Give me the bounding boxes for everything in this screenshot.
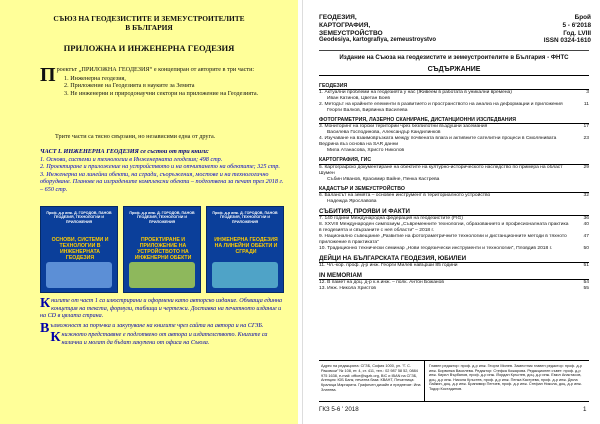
book-cover-image: [212, 262, 278, 288]
issue-value: Брой: [574, 14, 591, 21]
toc-entry-title: 8. XXVIII Международен симпозиум „Съвременните технологии, образованието и професионалната практика в геодезията и свързаните с нея области“ – 2018 г.: [319, 221, 569, 233]
toc-entry-page: 32: [583, 192, 589, 198]
toc-entry-title: 3. Мониторинг на горски територии чрез безпилотни въздушни засемания: [319, 124, 488, 130]
toc-entry-page: 50: [583, 245, 589, 251]
book-cover-top: Проф. д-р инж. Д. ГОРОДОВ, ПАНОВ ГЕОДЕЗИЯ, ТЕХНОЛОГИИ И ПРИЛОЖЕНИЯ: [212, 211, 278, 224]
issue-row: [501, 22, 591, 30]
toc-entry-page: 54: [583, 279, 589, 285]
journal-title-latin: Geodesiya, kartografiya, zemeustroystvo: [319, 37, 437, 44]
toc-entry-page: 47: [583, 233, 589, 239]
toc-entry-authors: Иван Катинов, Цветан Боев: [327, 96, 390, 102]
intro-dropcap: П: [40, 64, 56, 86]
contents-title: СЪДЪРЖАНИЕ: [319, 66, 589, 76]
book-cover-title: ПРОЕКТИРАНЕ И ПРИЛОЖЕНИЕ НА УСТРОЙСТВОТО НА ИНЖЕНЕРНИ ОБЕКТИ: [134, 237, 192, 261]
book-covers: [40, 206, 284, 293]
issue-row: [501, 14, 591, 22]
part-item: 3. Не инженерни и природонаучни сектори на приложение на Геодезията.: [64, 89, 259, 97]
imprint-editorial: Главен редактор: проф. д-р инж. Георги Милев. Заместник главен редактор: проф. д-р инж. Бирвинка Василева. Редактор: Стефка Кожарова. Редакционен съвет: проф. д-р инж. Кирил Върбанов, проф. д-р инж. Йордан Кръстев, доц. д-р инж. Емил Анастасов, доц. д-р инж. Никола Кръстев, проф. д-р инж. Пенка Кастрева, проф. д-р инж. Дюла Лайкин, доц. д-р инж. Бранимир Пенчев, проф. д-р инж. Стефан Никола, доц. д-р инж. Тодор Костадинов.: [429, 364, 582, 391]
book-cover-title: ИНЖЕНЕРНА ГЕОДЕЗИЯ НА ЛИНЕЙНИ ОБЕКТИ И СГРАДИ: [214, 237, 278, 255]
society-header: [14, 14, 284, 32]
toc-section-heading: КАДАСТЪР И ЗЕМЕУСТРОЙСТВО: [319, 186, 589, 193]
dropcap: К: [40, 296, 51, 311]
intro-text: роектът „ПРИЛОЖНА ГЕОДЕЗИЯ“ е концепиран от авторите в три части:: [56, 66, 255, 73]
society-line-1: СЪЮЗ НА ГЕОДЕЗИСТИТЕ И ЗЕМЕУСТРОИТЕЛИТЕ: [53, 14, 245, 23]
toc-entry-page: 40: [583, 221, 589, 227]
imprint: [319, 360, 589, 402]
journal-title-line: ГЕОДЕЗИЯ,: [319, 14, 357, 21]
part-item: 2. Приложение на Геодезията в науките за Земята: [64, 82, 195, 90]
book-list-item: 3. Инженерна на линейни обекти, на сгради, съоръжения, мостове и на технологично оборудване. Планове на изградените комплексни обекти – подготвена за печат през 2018 г. – 650 стр.: [40, 170, 284, 193]
journal-title-line: КАРТОГРАФИЯ,: [319, 21, 371, 29]
toc-entry-authors: Мила Атанасова, Христо Николов: [327, 148, 405, 154]
toc-entry-title: 10. Традиционно технически семинар „Нови геодезически инструменти и технологии“, Пловдив 2018 г.: [319, 245, 553, 251]
journal-title: [319, 14, 436, 45]
toc-entry[interactable]: [319, 246, 589, 252]
toc-entry-page: 17: [583, 124, 589, 130]
issue-value: ISSN 0324-1610: [543, 37, 591, 45]
book-list-item: 1. Основи, системи и технологии в Инженерната геодезия; 498 стр.: [40, 155, 223, 163]
toc-section-heading: ФОТОГРАМЕТРИЯ, ЛАЗЕРНО СКАНИРАНЕ, ДИСТАНЦИОННИ ИЗСЛЕДВАНИЯ: [319, 117, 589, 124]
cover-page: [0, 0, 298, 424]
part-item: 1. Инженерна геодезия,: [64, 74, 126, 82]
toc-entry[interactable]: [319, 222, 589, 234]
book-cover-top: Проф. д-р инж. Д. ГОРОДОВ, ПАНОВ ГЕОДЕЗИЯ, ТЕХНОЛОГИИ И ПРИЛОЖЕНИЯ: [46, 211, 112, 224]
toc-entry-title: 11. Чл.-кор. проф. д-р инж. Георги Милев навърши 85 години: [319, 262, 458, 268]
toc-entry[interactable]: [319, 234, 589, 246]
paragraph-text: нигите от част 1 са илюстрирани и оформени като авторско издание. Обхваща единна концепция на текста, формули, таблици и чертежи. Доставка на печатното издание и на CD в цялата страна.: [40, 298, 283, 319]
toc-entry-title: 2. Методът на крайните елементи в развитието и пространството на анализ на деформации и приложения: [319, 102, 563, 108]
toc-entry-title: 1. Актуални проблеми на геодезията у нас (Живеем в работата в уникални времена): [319, 90, 512, 96]
cover-footer-text: [40, 298, 285, 349]
book-cover-3: [206, 206, 284, 293]
cover-foot-paragraph: [40, 298, 285, 321]
intro-block: [40, 66, 278, 97]
toc-entry[interactable]: [319, 102, 589, 114]
paragraph-text: ъзможност за поръчка и закупуване на книгите чрез сайта на автора и на СГЗБ.: [50, 322, 264, 329]
publisher-line: Издание на Съюза на геодезистите и земеустроителите в България - ФНТС: [339, 54, 569, 61]
cover-foot-paragraph: [40, 320, 285, 336]
parts-list: [64, 75, 278, 98]
book-cover-2: [123, 206, 201, 293]
toc-entry-page: 55: [583, 285, 589, 291]
toc-entry[interactable]: [319, 124, 589, 136]
toc-entry-title: 4. Изучаване на взаимовръзката между почвената влага и активните сателитни процеси в Смолянивата Ведрина въз основа на SAR данни: [319, 136, 557, 148]
toc-entry-title: 6. Балансът на земята – основен инструмент в териториалното устройство: [319, 192, 491, 198]
toc-section-heading: КАРТОГРАФИЯ, ГИС: [319, 157, 589, 164]
book-cover-image: [46, 262, 112, 288]
book-cover-1: [40, 206, 118, 293]
toc-entry-authors: Василева Господинова, Александър Кандилинков: [327, 130, 441, 136]
toc-entry-authors: Събин Иванов, Красимир Вайне, Пенка Кастрева: [327, 176, 440, 182]
issue-value: Год. LVIII: [563, 29, 591, 37]
toc-entry[interactable]: [319, 286, 589, 292]
book-cover-title: ОСНОВИ, СИСТЕМИ И ТЕХНОЛОГИИ В ИНЖЕНЕРНАТА ГЕОДЕЗИЯ: [51, 237, 109, 261]
issue-row: [501, 37, 591, 45]
issue-value: 5 - 6'2018: [562, 21, 591, 29]
page-number: 1: [583, 406, 587, 413]
toc-entry[interactable]: [319, 263, 589, 269]
toc-entry-page: 23: [583, 136, 589, 142]
toc-entry-title: 12. В памет на доц. д-р к.н.инж. – полк. Антон Божанов: [319, 279, 444, 285]
journal-title-line: ЗЕМЕУСТРОЙСТВО: [319, 29, 383, 37]
book-cover-image: [129, 262, 195, 288]
toc-section-heading: IN MEMORIAM: [319, 272, 589, 280]
toc-entry-authors: Георги Валков, Бирвинка Василева: [327, 108, 408, 114]
society-line-2: В БЪЛГАРИЯ: [125, 23, 173, 32]
dropcap: В: [40, 320, 50, 336]
table-of-contents: [319, 80, 589, 292]
toc-section-heading: ГЕОДЕЗИЯ: [319, 83, 589, 90]
toc-entry[interactable]: [319, 136, 589, 154]
toc-section-heading: ДЕЙЦИ НА БЪЛГАРСКАТА ГЕОДЕЗИЯ, ЮБИЛЕИ: [319, 255, 589, 263]
toc-entry[interactable]: [319, 165, 589, 183]
toc-entry-page: 51: [583, 262, 589, 268]
dropcap: К: [50, 330, 61, 345]
cover-title: ПРИЛОЖНА И ИНЖЕНЕРНА ГЕОДЕЗИЯ: [63, 43, 235, 53]
cover-foot-paragraph: [40, 332, 285, 347]
toc-entry-page: 29: [583, 164, 589, 170]
part1-heading: ЧАСТ I. ИНЖЕНЕРНА ГЕОДЕЗИЯ се състои от три книги:: [40, 148, 209, 155]
book-list-item: 2. Проектиране и приложение на устройството и на отчитането на обектите; 325 стр.: [40, 163, 280, 171]
toc-entry-page: 3: [586, 90, 589, 96]
toc-entry-page: 36: [583, 215, 589, 221]
toc-entry-page: 11: [583, 102, 589, 108]
toc-entry-title: 7. 140 години Международна федерация на геодезистите (FIG): [319, 215, 463, 221]
toc-entry-title: 5. Картографско документиране на обектите на културно-историческото наследство по примера на област Шумен: [319, 164, 563, 176]
toc-section-heading: СЪБИТИЯ, ПРОЯВИ И ФАКТИ: [319, 208, 589, 216]
part1-block: [40, 148, 285, 194]
toc-entry-title: 9. Национално съвещание „Развитие на фотограметричните технологии и дистанционните методи в тяхното приложение в практиката“: [319, 233, 567, 245]
imprint-address: Адрес на редакцията: СГЗБ, София 1000, ул. "Г. С. Раковски" № 108, ет. 4, ст. 411, тел.: 02 987 58 52, 0884 975 1638, e-mail: office@sgzb.org, BIC и IBAN на СГЗБ, Агенция: ЮБ Банк, печатна база: КВАНТ, Печатница: Кралица Маргарита. Графичен дизайн и предпечат: Ина Златева.: [319, 361, 425, 401]
toc-entry-title: 13. Инж. Никола Христов: [319, 285, 377, 291]
issue-row: [501, 30, 591, 38]
book-cover-top: Проф. д-р инж. Д. ГОРОДОВ, ПАНОВ ГЕОДЕЗИЯ, ТЕХНОЛОГИИ И ПРИЛОЖЕНИЯ: [129, 211, 195, 224]
toc-entry-authors: Надежда Ярославова: [327, 198, 377, 204]
issue-info: [501, 14, 591, 45]
paragraph-text: нижното представяне е подготвено от автора и издателството. Книгите са налични и могат да бъдат закупени от офиса на Съюза.: [61, 332, 268, 346]
toc-entry[interactable]: [319, 90, 589, 102]
issue-code: ГКЗ 5-6 ' 2018: [319, 406, 359, 413]
toc-entry[interactable]: [319, 193, 589, 205]
contents-page: [302, 0, 600, 424]
intro-paragraph-2: Трите части са тясно свързани, но независими една от друга.: [55, 133, 216, 140]
divider: [319, 50, 589, 51]
